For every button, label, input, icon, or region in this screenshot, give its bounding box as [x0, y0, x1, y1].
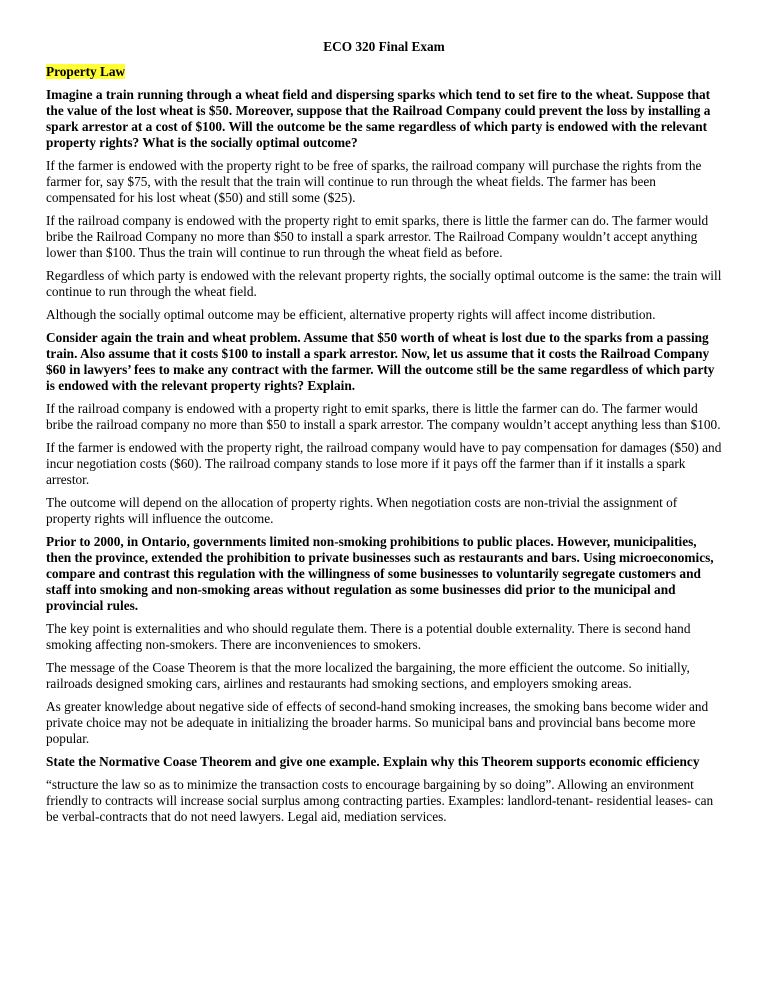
question-paragraph: Prior to 2000, in Ontario, governments limited non-smoking prohibitions to public places. However, municipalities, then the province, extended the prohibition to private businesses such as restaurants and bars. Using microeconomics, compare and contrast this regulation with the willingness of some businesses to voluntarily segregate customers and staff into smoking and non-smoking areas without regulation as some businesses did prior to the municipal and provincial rules. — [46, 534, 714, 613]
answer-paragraph: The outcome will depend on the allocation of property rights. When negotiation costs are non-trivial the assignment of property rights will influence the outcome. — [46, 495, 678, 526]
answer-paragraph: If the railroad company is endowed with the property right to emit sparks, there is little the farmer can do. The farmer would bribe the Railroad Company no more than $50 to install a spark arrestor. The Railroad Company wouldn’t accept anything lower than $100. Thus the train will continue to run through the wheat field as before. — [46, 213, 709, 260]
answer-paragraph: If the farmer is endowed with the property right, the railroad company would have to pay compensation for damages ($50) and incur negotiation costs ($60). The railroad company stands to lose more if it pays off the farmer than if it installs a spark arrestor. — [46, 440, 722, 487]
answer-paragraph: Although the socially optimal outcome may be efficient, alternative property rights will affect income distribution. — [46, 307, 656, 322]
answer-paragraph: As greater knowledge about negative side of effects of second-hand smoking increases, the smoking bans become wider and private choice may not be adequate in initializing the broader harms. So municipal bans and provincial bans become more popular. — [46, 699, 709, 746]
question-paragraph: State the Normative Coase Theorem and give one example. Explain why this Theorem supports economic efficiency — [46, 754, 700, 769]
question-paragraph: Imagine a train running through a wheat field and dispersing sparks which tend to set fire to the wheat. Suppose that the value of the lost wheat is $50. Moreover, suppose that the Railroad Company could prevent the loss by installing a spark arrestor at a cost of $100. Will the outcome be the same regardless of which party is endowed with the relevant property rights? What is the socially optimal outcome? — [46, 87, 711, 150]
answer-paragraph: Regardless of which party is endowed with the relevant property rights, the socially optimal outcome is the same: the train will continue to run through the wheat field. — [46, 268, 722, 299]
section-heading-highlight: Property Law — [46, 64, 126, 79]
question-paragraph: Consider again the train and wheat problem. Assume that $50 worth of wheat is lost due to the sparks from a passing train. Also assume that it costs $100 to install a spark arrestor. Now, let us assume that it costs the Railroad Company $60 in lawyers’ fees to make any contract with the farmer. Will the outcome still be the same regardless of which party is endowed with the relevant property rights? Explain. — [46, 330, 715, 393]
answer-paragraph: If the farmer is endowed with the property right to be free of sparks, the railroad company will purchase the rights from the farmer for, say $75, with the result that the train will continue to run through the wheat fields. The farmer has been compensated for his lost wheat ($50) and still some ($25). — [46, 158, 702, 205]
answer-paragraph: If the railroad company is endowed with a property right to emit sparks, there is little the farmer can do. The farmer would bribe the railroad company no more than $50 to install a spark arrestor. The company wouldn’t accept anything less than $100. — [46, 401, 721, 432]
answer-paragraph: “structure the law so as to minimize the transaction costs to encourage bargaining by so doing”. Allowing an environment friendly to contracts will increase social surplus among contracting parties. Examples: landlord-tenant- residential leases- can be verbal-contracts that do not need lawyers. Legal aid, mediation services. — [46, 777, 714, 824]
answer-paragraph: The message of the Coase Theorem is that the more localized the bargaining, the more efficient the outcome. So initially, railroads designed smoking cars, airlines and restaurants had smoking sections, and employers smoking areas. — [46, 660, 690, 691]
section-heading — [46, 64, 722, 80]
document-title: ECO 320 Final Exam — [323, 39, 445, 54]
answer-paragraph: The key point is externalities and who should regulate them. There is a potential double externality. There is second hand smoking affecting non-smokers. There are inconveniences to smokers. — [46, 621, 691, 652]
